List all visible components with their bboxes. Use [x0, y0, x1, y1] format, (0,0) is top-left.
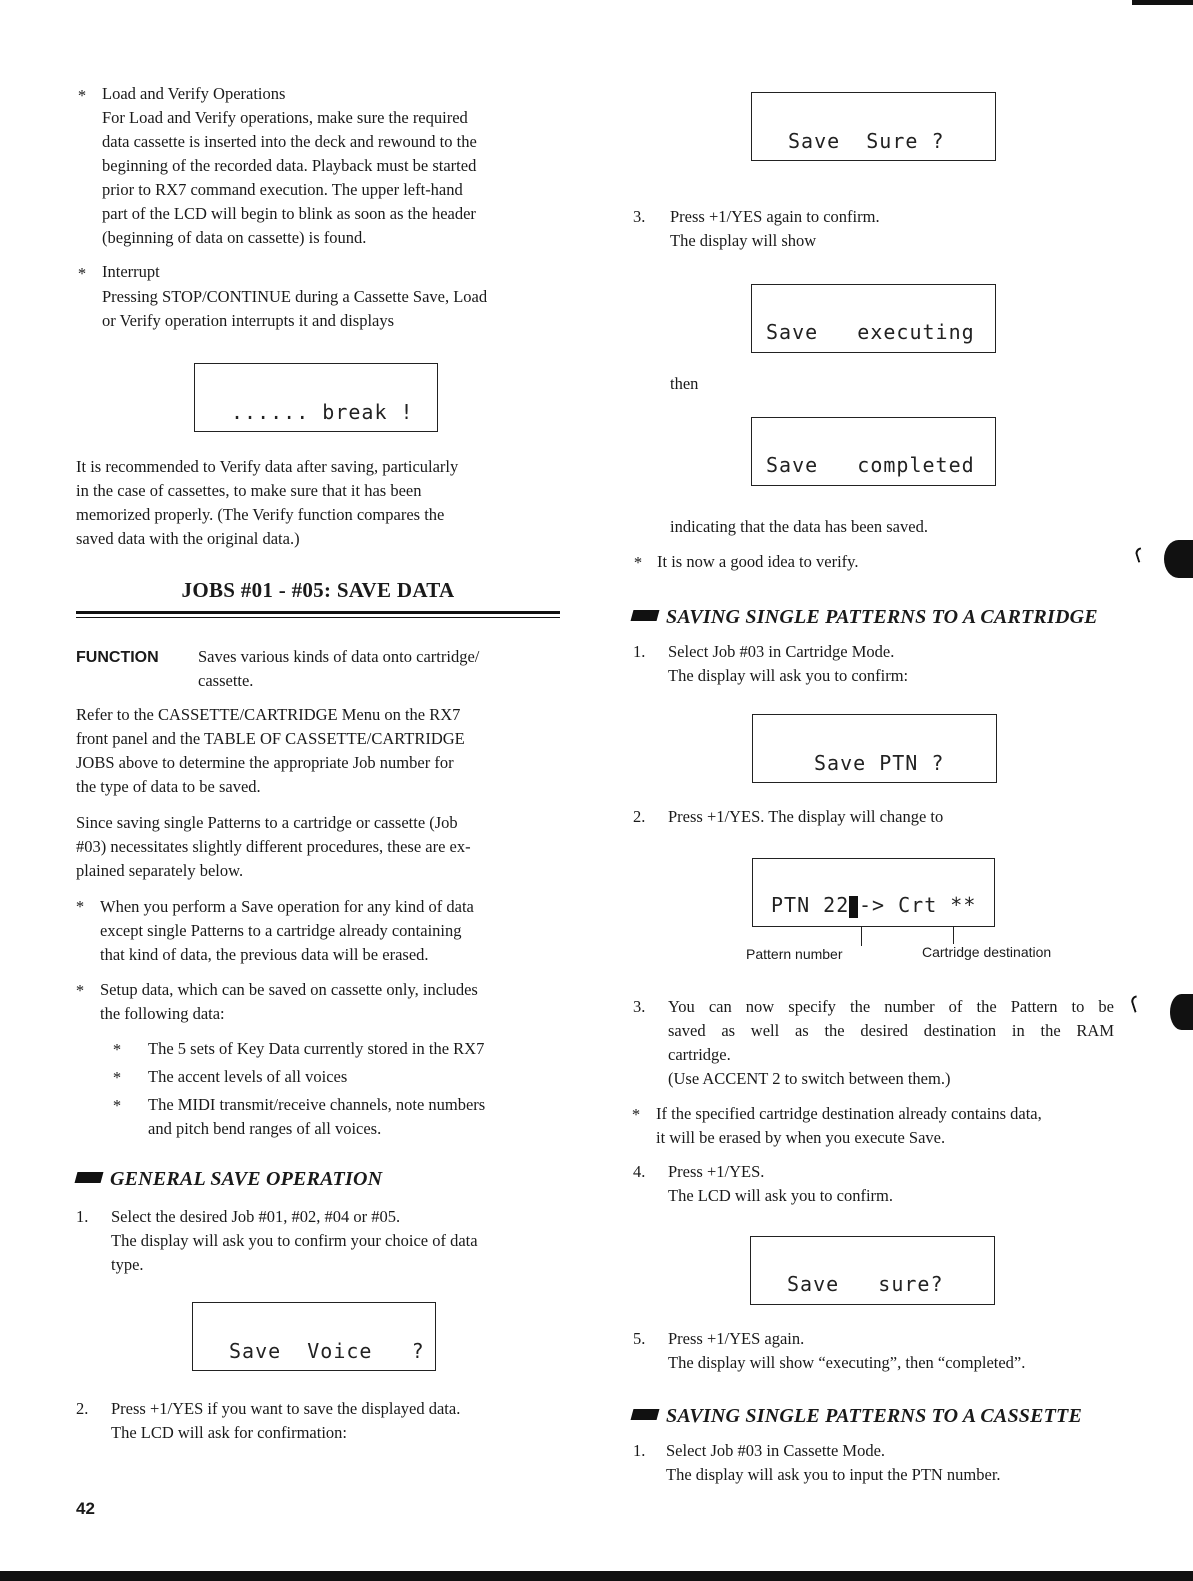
bullet: * [77, 264, 87, 283]
sub-bullet-text: The 5 sets of Key Data currently stored in the RX7 [148, 1039, 485, 1058]
step-number: 1. [633, 642, 646, 661]
cartridge-heading-text: SAVING SINGLE PATTERNS TO A CARTRIDGE [666, 606, 1098, 628]
lcd-text: Save sure? [787, 1272, 944, 1296]
load-verify-line: prior to RX7 command execution. The upper left-hand [102, 180, 463, 199]
load-verify-line: beginning of the recorded data. Playback must be started [102, 156, 477, 175]
good-idea-text: It is now a good idea to verify. [657, 552, 859, 571]
recommend-line: It is recommended to Verify data after saving, particularly [76, 457, 459, 476]
when-line: When you perform a Save operation for any kind of data [100, 897, 474, 916]
step1-line: Select the desired Job #01, #02, #04 or #05. [111, 1207, 401, 1226]
lcd-text: ...... break ! [231, 400, 414, 424]
lcd-save-sure2-display [750, 1236, 995, 1305]
step-number: 1. [76, 1207, 89, 1226]
lcd-text: Save PTN ? [814, 751, 945, 775]
refer-line: front panel and the TABLE OF CASSETTE/CARTRIDGE [76, 729, 465, 748]
refer-line: the type of data to be saved. [76, 777, 261, 796]
load-verify-line: For Load and Verify operations, make sure the required [102, 108, 468, 127]
sub-bullet-text: The MIDI transmit/receive channels, note numbers [148, 1095, 486, 1114]
bullet: * [631, 1105, 641, 1124]
setup-line: the following data: [100, 1004, 225, 1023]
lcd-executing-display [751, 284, 996, 353]
refer-line: JOBS above to determine the appropriate Job number for [76, 753, 454, 772]
if-line: If the specified cartridge destination already contains data, [656, 1104, 1042, 1123]
then-text: then [670, 374, 699, 393]
step-number: 2. [633, 807, 646, 826]
c3-line: saved as well as the desired destination in the RAM [668, 1021, 1114, 1040]
lcd-text-destination: -> Crt ** [859, 893, 977, 917]
step-number: 3. [633, 207, 646, 226]
lcd-text: Save executing [766, 320, 975, 344]
scan-mark [1132, 0, 1193, 5]
bullet: * [633, 553, 643, 572]
s1-line: The display will ask you to input the PTN number. [666, 1465, 1001, 1484]
c5-line: The display will show “executing”, then “completed”. [668, 1353, 1026, 1372]
bullet: * [75, 897, 85, 916]
cassette-heading-text: SAVING SINGLE PATTERNS TO A CASSETTE [666, 1405, 1083, 1427]
step-number: 2. [76, 1399, 89, 1418]
setup-line: Setup data, which can be saved on cassette only, includes [100, 980, 478, 999]
step2-line: The LCD will ask for confirmation: [111, 1423, 347, 1442]
step3-line: The display will show [670, 231, 817, 250]
lcd-text: Save completed [766, 453, 975, 477]
if-line: it will be erased by when you execute Save. [656, 1128, 946, 1147]
c4-line: The LCD will ask you to confirm. [668, 1186, 894, 1205]
c3-line: (Use ACCENT 2 to switch between them.) [668, 1069, 951, 1088]
binder-hole-fragment [1130, 995, 1142, 1012]
interrupt-title: Interrupt [102, 262, 160, 281]
step2-line: Press +1/YES if you want to save the displayed data. [111, 1399, 461, 1418]
c3-line: You can now specify the number of the Pattern to be [668, 997, 1114, 1016]
function-line: cassette. [198, 671, 254, 690]
lcd-break-display [194, 363, 438, 432]
lcd-ptn-display [752, 858, 995, 927]
heading-square-icon [631, 610, 660, 621]
bullet: * [75, 981, 85, 1000]
since-line: #03) necessitates slightly different procedures, these are ex- [76, 837, 471, 856]
lcd-save-ptn-display [752, 714, 997, 783]
bullet: * [77, 86, 87, 105]
sub-bullet-text: The accent levels of all voices [148, 1067, 348, 1086]
recommend-line: saved data with the original data.) [76, 529, 300, 548]
lcd-text: Save Sure ? [788, 129, 945, 153]
section-rule-top [76, 611, 560, 614]
lcd-completed-display [751, 417, 996, 486]
when-line: that kind of data, the previous data will be erased. [100, 945, 429, 964]
step-number: 1. [633, 1441, 646, 1460]
pattern-leader-line [861, 926, 862, 946]
cartridge-heading [632, 605, 1098, 629]
binder-hole-mark [1170, 994, 1193, 1030]
bottom-scan-band [0, 1571, 1193, 1581]
binder-hole-fragment [1134, 547, 1145, 562]
lcd-text-pattern: PTN 22 [771, 893, 850, 917]
indicating-text: indicating that the data has been saved. [670, 517, 928, 536]
c2-line: Press +1/YES. The display will change to [668, 807, 944, 826]
s1-line: Select Job #03 in Cassette Mode. [666, 1441, 886, 1460]
lcd-text: Save Voice ? [229, 1339, 425, 1363]
page-number: 42 [76, 1499, 95, 1518]
sub-bullet-text: and pitch bend ranges of all voices. [148, 1119, 382, 1138]
c3-line: cartridge. [668, 1045, 731, 1064]
step3-line: Press +1/YES again to confirm. [670, 207, 880, 226]
interrupt-line: Pressing STOP/CONTINUE during a Cassette Save, Load [102, 287, 488, 306]
recommend-line: in the case of cassettes, to make sure that it has been [76, 481, 422, 500]
sub-bullet: * [112, 1096, 122, 1115]
pattern-number-label: Pattern number [746, 946, 843, 962]
load-verify-line: part of the LCD will begin to blink as soon as the header [102, 204, 476, 223]
binder-hole-mark [1164, 540, 1193, 578]
sub-bullet: * [112, 1040, 122, 1059]
c4-line: Press +1/YES. [668, 1162, 765, 1181]
since-line: plained separately below. [76, 861, 244, 880]
cassette-heading [632, 1404, 1082, 1428]
step-number: 5. [633, 1329, 646, 1348]
refer-line: Refer to the CASSETTE/CARTRIDGE Menu on the RX7 [76, 705, 461, 724]
step1-line: The display will ask you to confirm your choice of data [111, 1231, 478, 1250]
step1-line: type. [111, 1255, 144, 1274]
recommend-line: memorized properly. (The Verify function compares the [76, 505, 445, 524]
c1-line: Select Job #03 in Cartridge Mode. [668, 642, 895, 661]
interrupt-line: or Verify operation interrupts it and displays [102, 311, 395, 330]
function-label: FUNCTION [76, 649, 159, 666]
cartridge-destination-label: Cartridge destination [922, 944, 1052, 960]
when-line: except single Patterns to a cartridge already containing [100, 921, 462, 940]
load-verify-title: Load and Verify Operations [102, 84, 286, 103]
heading-square-icon [75, 1172, 104, 1183]
cursor-block-icon [849, 896, 858, 918]
function-line: Saves various kinds of data onto cartridge/ [198, 647, 480, 666]
general-save-heading [76, 1167, 382, 1191]
general-save-heading-text: GENERAL SAVE OPERATION [110, 1168, 383, 1190]
section-title: JOBS #01 - #05: SAVE DATA [181, 578, 455, 602]
heading-square-icon [631, 1409, 660, 1420]
section-rule-bottom [76, 617, 560, 618]
step-number: 3. [633, 997, 646, 1016]
sub-bullet: * [112, 1068, 122, 1087]
since-line: Since saving single Patterns to a cartridge or cassette (Job [76, 813, 458, 832]
lcd-save-voice-display [192, 1302, 436, 1371]
lcd-save-sure-display [751, 92, 996, 161]
c5-line: Press +1/YES again. [668, 1329, 805, 1348]
c1-line: The display will ask you to confirm: [668, 666, 909, 685]
load-verify-line: data cassette is inserted into the deck and rewound to the [102, 132, 477, 151]
step-number: 4. [633, 1162, 646, 1181]
load-verify-line: (beginning of data on cassette) is found. [102, 228, 367, 247]
